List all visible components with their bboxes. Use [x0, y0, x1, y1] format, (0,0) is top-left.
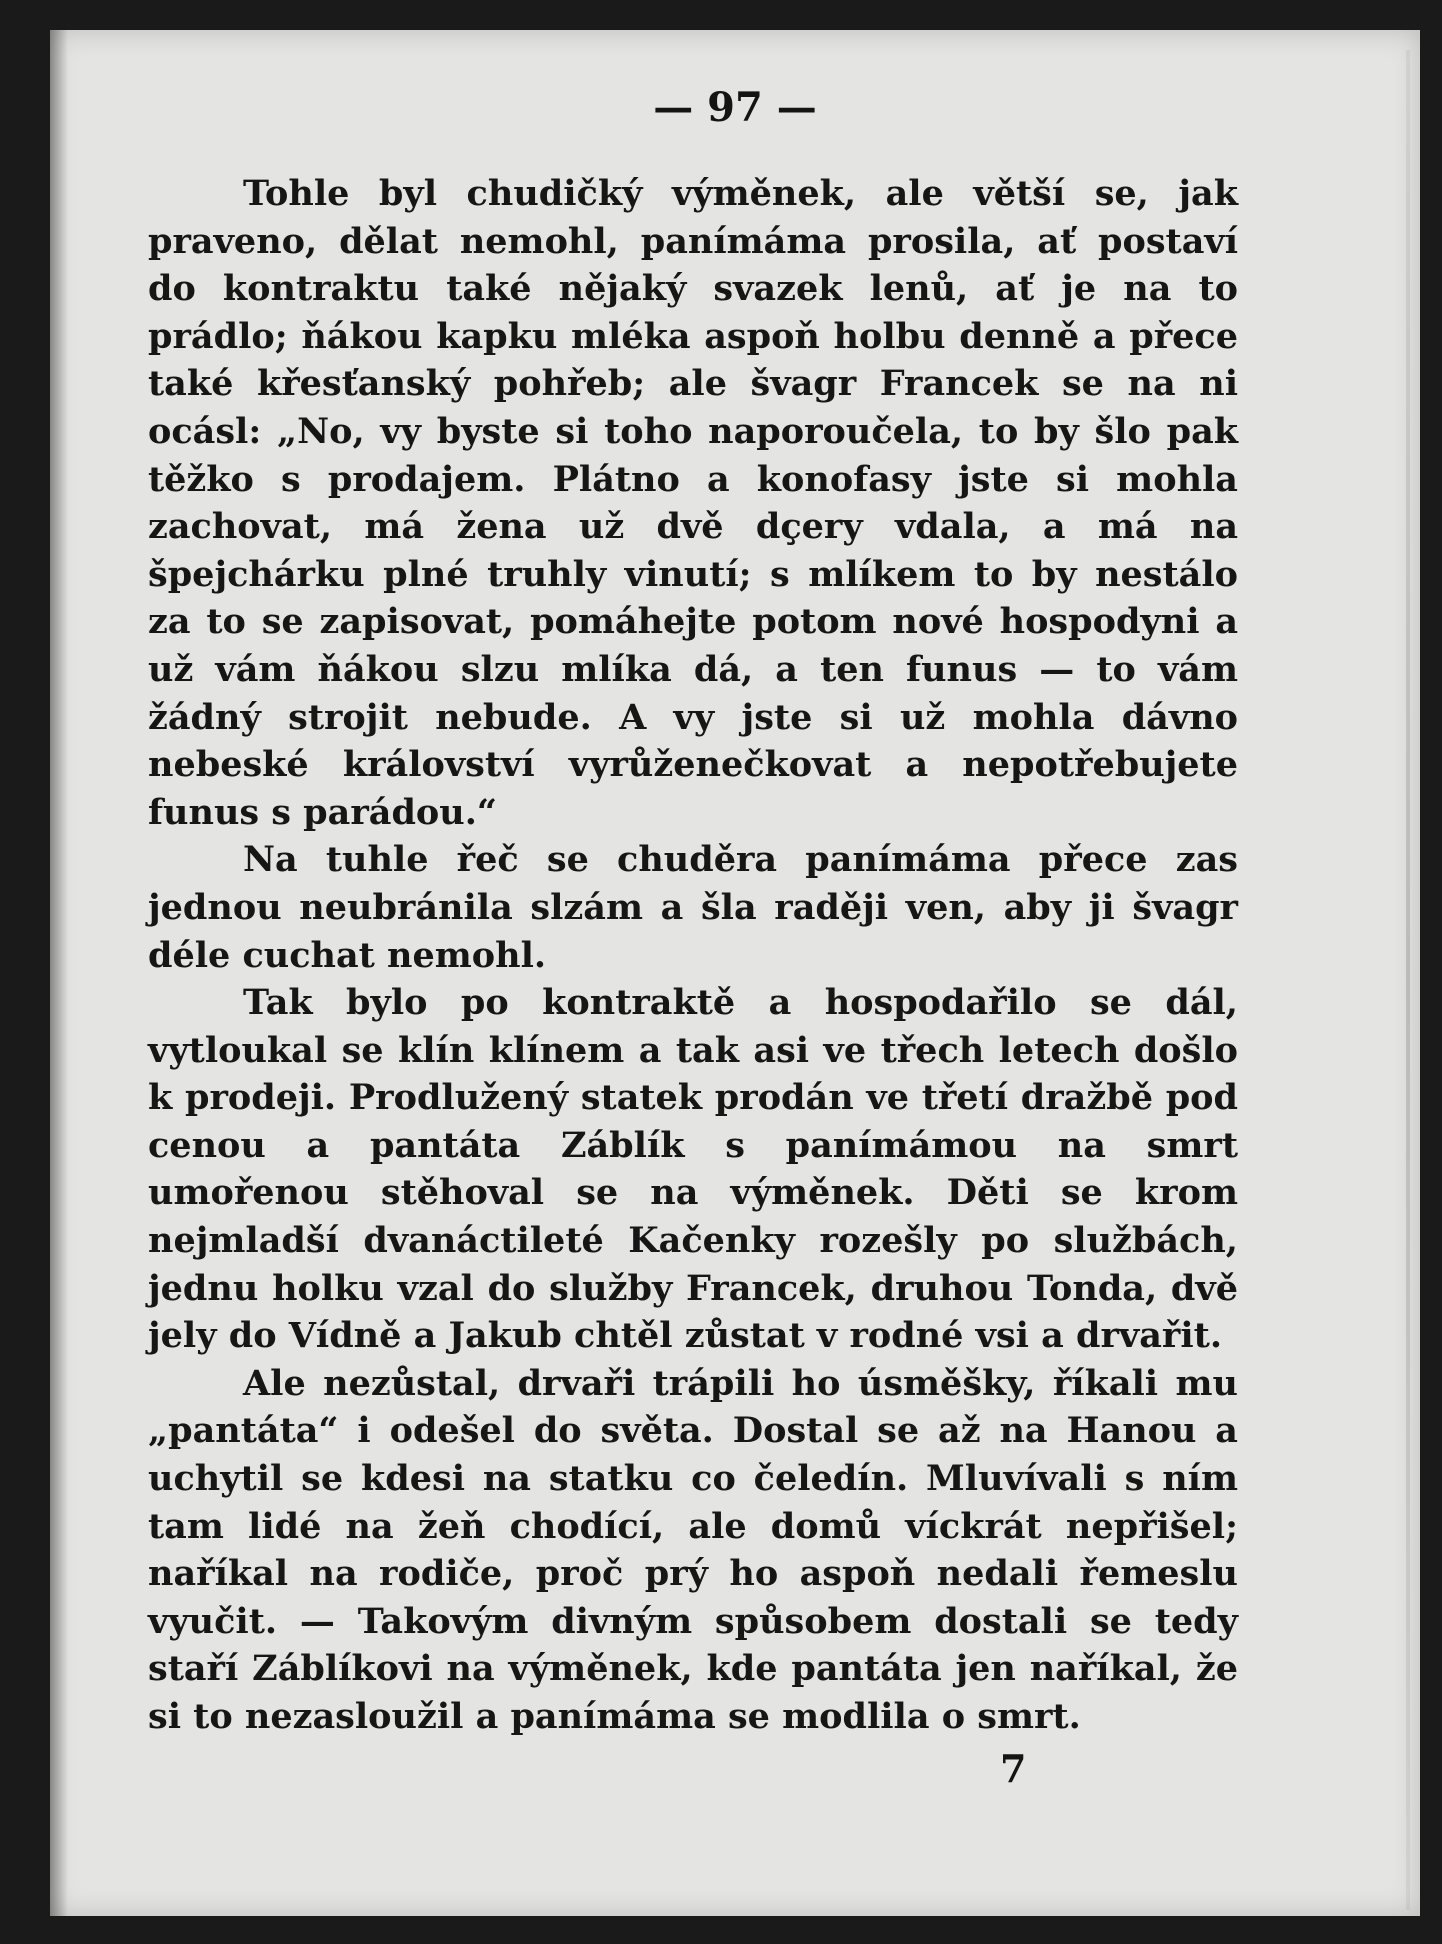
paragraph-1: Tohle byl chudičký výměnek, ale větší se, jak praveno, dělat nemohl, panímáma prosila, ať postaví do kontraktu také nějaký svazek lenů, ať je na to prádlo; ňákou kapku mléka aspoň holbu denně a přece také křesťanský pohřeb; ale švagr Francek se na ni ocásl: „No, vy byste si toho naporoučela, to by šlo pak těžko s prodajem. Plátno a konofasy jste si mohla zachovat, má žena už dvě dçery vdala, a má na špejchárku plné truhly vinutí; s mlíkem to by nestálo za to se zapisovat, pomáhejte potom nové hospodyni a už vám ňákou slzu mlíka dá, a ten funus — to vám žádný strojit nebude. A vy jste si už mohla dávno nebeské království vyrůženečkovat a nepotřebujete funus s parádou.“ — [148, 173, 1238, 833]
page-edge — [1406, 50, 1410, 1910]
paragraph-3: Tak bylo po kontraktě a hospodařilo se dál, vytloukal se klín klínem a tak asi ve třech letech došlo k prodeji. Prodlužený statek prodán ve třetí dražbě pod cenou a pantáta Záblík s panímámou na smrt umořenou stěhoval se na výměnek. Děti se krom nejmladší dvanáctileté Kačenky rozešly po službách, jednu holku vzal do služby Francek, druhou Tonda, dvě jely do Vídně a Jakub chtěl zůstat v rodné vsi a drvařit. — [148, 982, 1238, 1357]
signature-mark: 7 — [1000, 1746, 1027, 1791]
book-page — [50, 30, 1420, 1916]
paragraph-4: Ale nezůstal, drvaři trápili ho úsměšky, říkali mu „pantáta“ i odešel do světa. Dostal se až na Hanou a uchytil se kdesi na statku co čeledín. Mluvívali s ním tam lidé na žeň chodící, ale domů víckrát nepřišel; naříkal na rodiče, proč prý ho aspoň nedali řemeslu vyučit. — Takovým divným spůsobem dostali se tedy staří Záblíkovi na výměnek, kde pantáta jen naříkal, že si to nezasloužil a panímáma se modlila o smrt. — [148, 1362, 1238, 1737]
binding-shadow — [50, 30, 68, 1916]
page-number: — 97 — — [653, 84, 817, 131]
body-text — [148, 170, 1238, 1741]
paragraph-2: Na tuhle řeč se chuděra panímáma přece zas jednou neubránila slzám a šla raději ven, aby ji švagr déle cuchat nemohl. — [148, 839, 1238, 976]
